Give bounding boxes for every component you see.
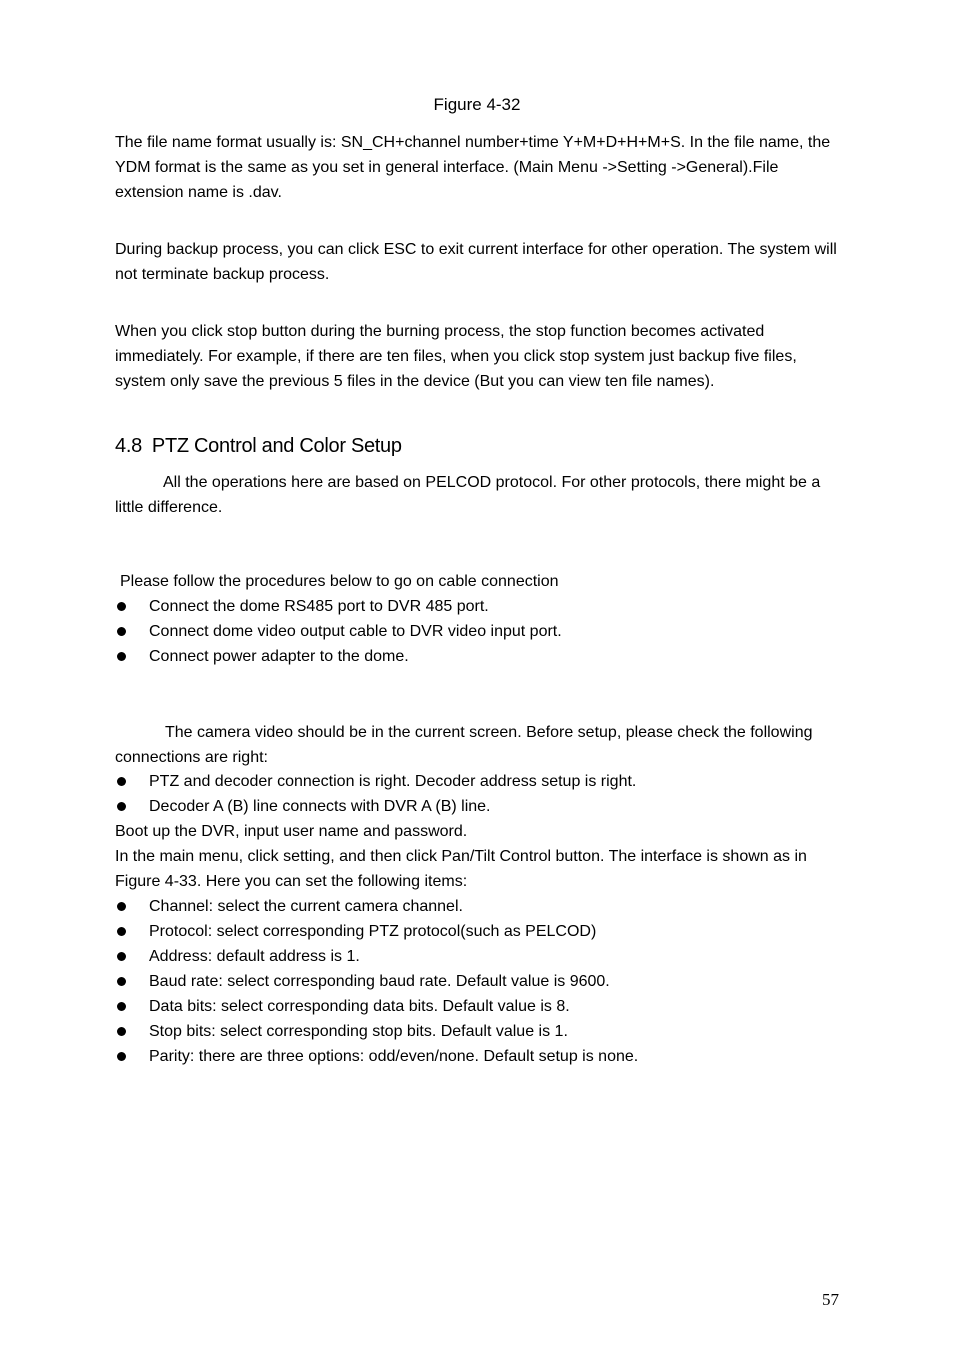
check-list — [115, 769, 840, 819]
paragraph-intro: All the operations here are based on PELCOD protocol. For other protocols, there might be a little difference. — [115, 474, 821, 516]
boot-line: Boot up the DVR, input user name and password. — [115, 823, 468, 840]
list-item: Connect power adapter to the dome. — [115, 644, 840, 669]
bullet-icon — [117, 627, 126, 636]
section-number: 4.8 — [115, 435, 142, 457]
figure-caption: Figure 4-32 — [433, 95, 521, 114]
list-item: Decoder A (B) line connects with DVR A (B) line. — [115, 794, 840, 819]
list-item: Parity: there are three options: odd/even/none. Default setup is none. — [115, 1044, 840, 1069]
list-item: Data bits: select corresponding data bits. Default value is 8. — [115, 994, 840, 1019]
bullet-icon — [117, 802, 126, 811]
list-item: Connect the dome RS485 port to DVR 485 port. — [115, 594, 840, 619]
check-lead: The camera video should be in the current screen. Before setup, please check the following connections are right: — [115, 724, 813, 766]
list-item: Address: default address is 1. — [115, 944, 840, 969]
menu-line: In the main menu, click setting, and then click Pan/Tilt Control button. The interface is shown as in Figure 4-33. Here you can set the following items: — [115, 848, 807, 890]
bullet-icon — [117, 602, 126, 611]
bullet-icon — [117, 927, 126, 936]
cable-lead: Please follow the procedures below to go on cable connection — [120, 573, 559, 590]
list-item: PTZ and decoder connection is right. Decoder address setup is right. — [115, 769, 840, 794]
bullet-icon — [117, 1027, 126, 1036]
section-heading — [115, 432, 402, 460]
list-item: Connect dome video output cable to DVR video input port. — [115, 619, 840, 644]
list-item: Baud rate: select corresponding baud rate. Default value is 9600. — [115, 969, 840, 994]
list-item: Stop bits: select corresponding stop bits. Default value is 1. — [115, 1019, 840, 1044]
bullet-icon — [117, 902, 126, 911]
bullet-icon — [117, 952, 126, 961]
bullet-icon — [117, 977, 126, 986]
settings-list — [115, 894, 840, 1069]
bullet-icon — [117, 777, 126, 786]
cable-connection-list — [115, 594, 840, 669]
paragraph-backup-process: During backup process, you can click ESC to exit current interface for other operation. The system will not terminate backup process. — [115, 241, 837, 283]
section-title: PTZ Control and Color Setup — [151, 435, 402, 457]
list-item: Protocol: select corresponding PTZ protocol(such as PELCOD) — [115, 919, 840, 944]
bullet-icon — [117, 1052, 126, 1061]
bullet-icon — [117, 1002, 126, 1011]
page-number: 57 — [822, 1290, 839, 1309]
list-item: Channel: select the current camera channel. — [115, 894, 840, 919]
paragraph-file-name-format: The file name format usually is: SN_CH+channel number+time Y+M+D+H+M+S. In the file name, the YDM format is the same as you set in general interface. (Main Menu ->Setting ->General).File extension name is .dav. — [115, 134, 831, 201]
paragraph-stop-button: When you click stop button during the burning process, the stop function becomes activated immediately. For example, if there are ten files, when you click stop system just backup five files, system only save the previous 5 files in the device (But you can view ten file names). — [115, 323, 797, 390]
bullet-icon — [117, 652, 126, 661]
